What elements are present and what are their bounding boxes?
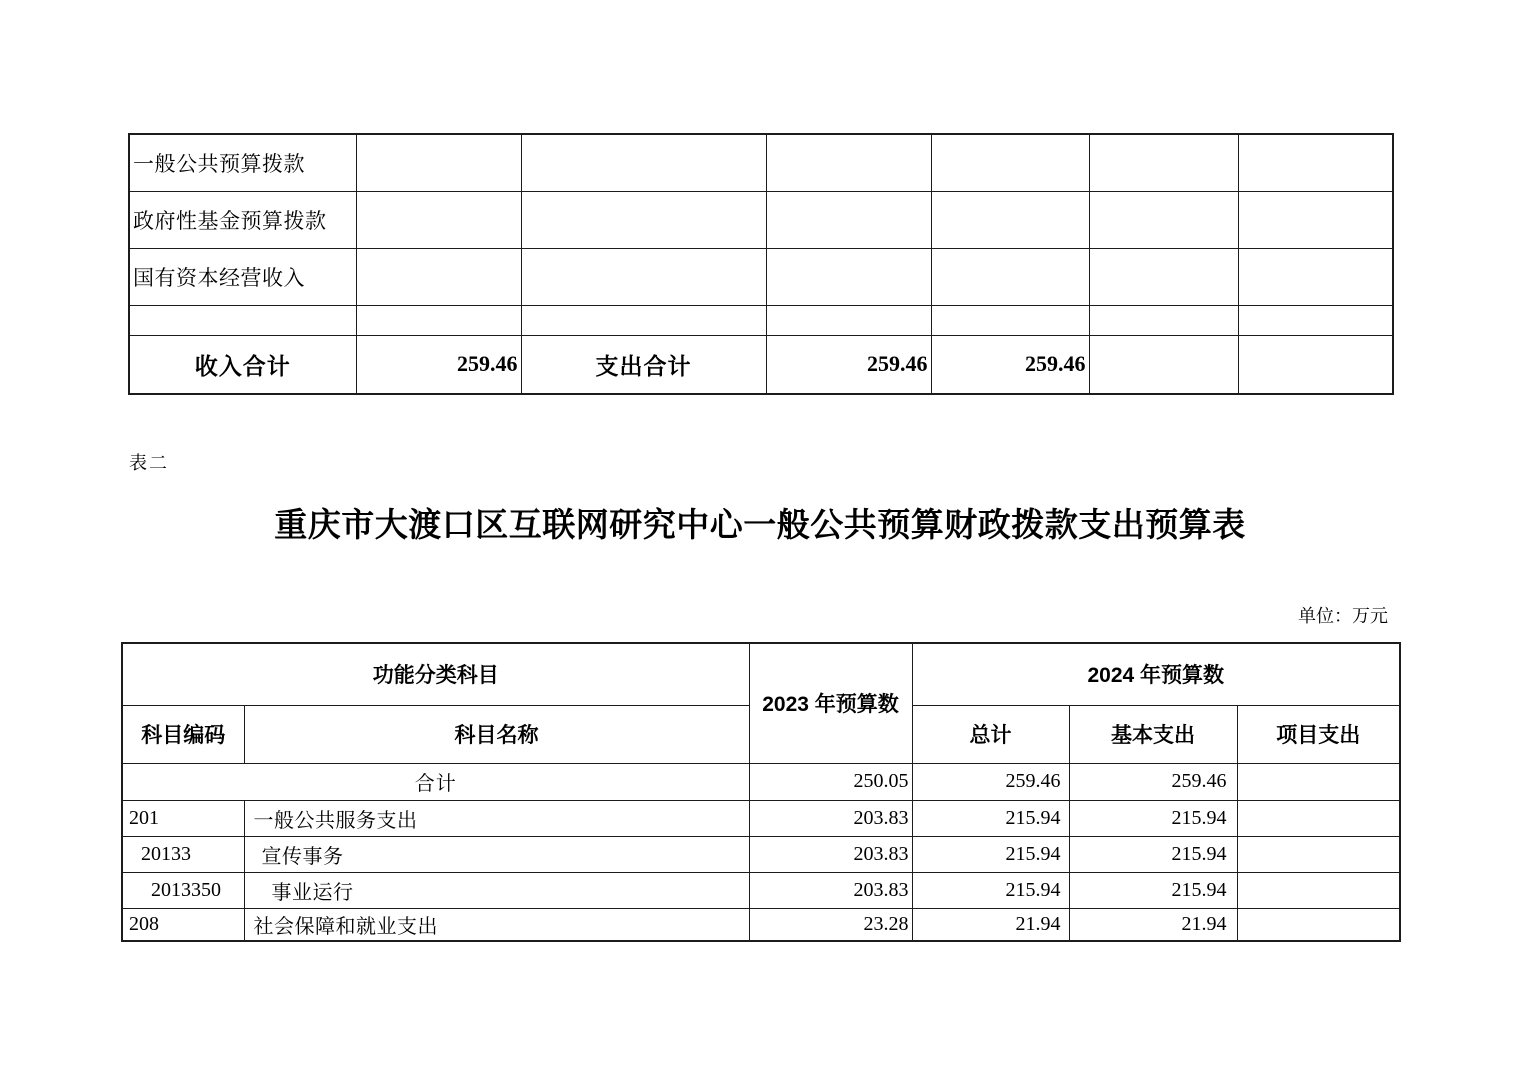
- cell-empty: [766, 305, 931, 335]
- cell-2023-budget: 203.83: [749, 836, 912, 872]
- header-subject-code: 科目编码: [122, 705, 244, 763]
- cell-empty: [931, 191, 1089, 248]
- cell-2024-project: [1237, 763, 1400, 800]
- expense-total-label: 支出合计: [521, 335, 766, 394]
- cell-subject-code: 2013350: [122, 872, 244, 908]
- header-project-expenditure: 项目支出: [1237, 705, 1400, 763]
- cell-2024-total: 259.46: [912, 763, 1069, 800]
- header-function-group: 功能分类科目: [122, 643, 749, 705]
- income-expense-summary-table: [128, 133, 1394, 395]
- cell-empty: [521, 305, 766, 335]
- cell-2024-total: 215.94: [912, 800, 1069, 836]
- unit-label: 单位：万元: [1298, 606, 1388, 626]
- cell-2023-budget: 23.28: [749, 908, 912, 941]
- budget-expenditure-table: [121, 642, 1401, 942]
- table-row-201: [122, 800, 1400, 836]
- cell-empty: [766, 191, 931, 248]
- cell-subject-name: 事业运行: [244, 872, 749, 908]
- cell-subject-code: 20133: [122, 836, 244, 872]
- cell-empty: [931, 134, 1089, 191]
- header-total: 总计: [912, 705, 1069, 763]
- cell-subject-code: 201: [122, 800, 244, 836]
- cell-empty: [1238, 248, 1393, 305]
- cell-empty: [1089, 191, 1238, 248]
- cell-subject-code: 208: [122, 908, 244, 941]
- cell-2024-basic: 21.94: [1069, 908, 1237, 941]
- header-budget-2023: 2023 年预算数: [749, 643, 912, 763]
- cell-2024-basic: 215.94: [1069, 800, 1237, 836]
- cell-2024-project: [1237, 800, 1400, 836]
- cell-empty: [1089, 134, 1238, 191]
- cell-subject-name: 社会保障和就业支出: [244, 908, 749, 941]
- cell-empty: [1089, 248, 1238, 305]
- expense-total-value-2: 259.46: [931, 335, 1089, 394]
- table-row-blank: [129, 305, 1393, 335]
- income-total-value: 259.46: [356, 335, 521, 394]
- header-basic-expenditure: 基本支出: [1069, 705, 1237, 763]
- cell-empty: [931, 305, 1089, 335]
- cell-subject-name: 一般公共服务支出: [244, 800, 749, 836]
- header-budget-2024: 2024 年预算数: [912, 643, 1400, 705]
- table-row-2013350: [122, 872, 1400, 908]
- cell-empty: [1089, 335, 1238, 394]
- cell-2024-total: 215.94: [912, 836, 1069, 872]
- table-row-grand-total: [122, 763, 1400, 800]
- cell-empty: [1089, 305, 1238, 335]
- row-label: 国有资本经营收入: [129, 248, 356, 305]
- income-total-label: 收入合计: [129, 335, 356, 394]
- cell-2024-basic: 215.94: [1069, 872, 1237, 908]
- expense-total-value: 259.46: [766, 335, 931, 394]
- cell-empty: [521, 191, 766, 248]
- cell-2024-project: [1237, 872, 1400, 908]
- row-total-label: 合计: [122, 763, 749, 800]
- cell-2023-budget: 203.83: [749, 872, 912, 908]
- cell-empty: [356, 305, 521, 335]
- cell-2023-budget: 250.05: [749, 763, 912, 800]
- cell-empty: [356, 248, 521, 305]
- cell-subject-name: 宣传事务: [244, 836, 749, 872]
- cell-empty: [766, 134, 931, 191]
- cell-empty: [356, 191, 521, 248]
- cell-empty: [931, 248, 1089, 305]
- cell-2024-basic: 215.94: [1069, 836, 1237, 872]
- header-subject-name: 科目名称: [244, 705, 749, 763]
- header-row-1: [122, 643, 1400, 705]
- page-title: 重庆市大渡口区互联网研究中心一般公共预算财政拨款支出预算表: [274, 508, 1246, 544]
- cell-empty: [521, 134, 766, 191]
- table2-label: 表二: [129, 453, 169, 473]
- cell-2024-total: 21.94: [912, 908, 1069, 941]
- cell-2024-basic: 259.46: [1069, 763, 1237, 800]
- table-row-state-capital-income: [129, 248, 1393, 305]
- table-row-20133: [122, 836, 1400, 872]
- cell-2024-total: 215.94: [912, 872, 1069, 908]
- table-row-208: [122, 908, 1400, 941]
- cell-empty: [766, 248, 931, 305]
- cell-empty: [1238, 191, 1393, 248]
- cell-empty: [521, 248, 766, 305]
- cell-empty: [1238, 335, 1393, 394]
- cell-2024-project: [1237, 908, 1400, 941]
- table-row-government-fund-budget: [129, 191, 1393, 248]
- cell-empty: [129, 305, 356, 335]
- table-row-totals: [129, 335, 1393, 394]
- table-row-general-public-budget: [129, 134, 1393, 191]
- cell-2024-project: [1237, 836, 1400, 872]
- cell-2023-budget: 203.83: [749, 800, 912, 836]
- cell-empty: [1238, 134, 1393, 191]
- cell-empty: [1238, 305, 1393, 335]
- cell-empty: [356, 134, 521, 191]
- row-label: 政府性基金预算拨款: [129, 191, 356, 248]
- row-label: 一般公共预算拨款: [129, 134, 356, 191]
